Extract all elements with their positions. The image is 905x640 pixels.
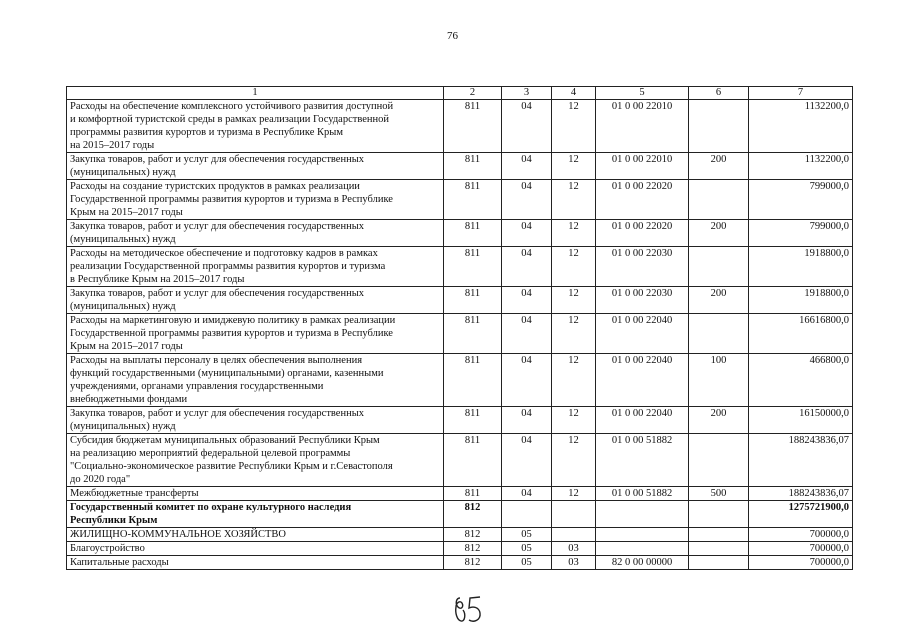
subsection-code: 12 — [552, 180, 596, 220]
target-article-code: 01 0 00 22020 — [596, 220, 689, 247]
subsection-code: 12 — [552, 434, 596, 487]
subsection-code: 03 — [552, 556, 596, 570]
subsection-code: 03 — [552, 542, 596, 556]
table-row — [67, 487, 853, 501]
target-article-code: 01 0 00 22010 — [596, 153, 689, 180]
row-description: Закупка товаров, работ и услуг для обеспечения государственных (муниципальных) нужд — [67, 220, 444, 247]
subsection-code: 12 — [552, 314, 596, 354]
subsection-code: 12 — [552, 354, 596, 407]
table-row — [67, 100, 853, 153]
amount-cell: 1132200,0 — [749, 100, 853, 153]
target-article-code: 01 0 00 22040 — [596, 354, 689, 407]
amount-cell: 1918800,0 — [749, 287, 853, 314]
ministry-code: 811 — [444, 407, 502, 434]
subsection-code — [552, 528, 596, 542]
target-article-code: 82 0 00 00000 — [596, 556, 689, 570]
section-code: 05 — [502, 542, 552, 556]
row-description: Расходы на методическое обеспечение и подготовку кадров в рамках реализации Государственной программы развития курортов и туризма в Республике Крым на 2015–2017 годы — [67, 247, 444, 287]
subsection-code: 12 — [552, 220, 596, 247]
amount-cell: 700000,0 — [749, 528, 853, 542]
section-code: 04 — [502, 407, 552, 434]
section-code: 05 — [502, 528, 552, 542]
expense-type-code — [689, 314, 749, 354]
ministry-code: 812 — [444, 528, 502, 542]
row-description: Расходы на маркетинговую и имиджевую политику в рамках реализации Государственной программы развития курортов и туризма в Республике Крым на 2015–2017 годы — [67, 314, 444, 354]
column-header: 3 — [502, 87, 552, 100]
amount-cell: 16150000,0 — [749, 407, 853, 434]
ministry-code: 811 — [444, 287, 502, 314]
row-description: Субсидия бюджетам муниципальных образований Республики Крым на реализацию мероприятий федеральной целевой программы "Социально-экономическое развитие Республики Крым и г.Севастополя до 2020 года" — [67, 434, 444, 487]
table-row — [67, 153, 853, 180]
target-article-code: 01 0 00 22040 — [596, 407, 689, 434]
table-row — [67, 287, 853, 314]
section-code: 04 — [502, 247, 552, 287]
ministry-code: 812 — [444, 501, 502, 528]
expense-type-code — [689, 501, 749, 528]
row-description: Капитальные расходы — [67, 556, 444, 570]
row-description: Расходы на обеспечение комплексного устойчивого развития доступной и комфортной туристской среды в рамках реализации Государственной программы развития курортов и туризма в Республике Крым на 2015–2017 годы — [67, 100, 444, 153]
section-code: 04 — [502, 287, 552, 314]
section-code: 04 — [502, 314, 552, 354]
table-row — [67, 556, 853, 570]
target-article-code: 01 0 00 22020 — [596, 180, 689, 220]
amount-cell: 799000,0 — [749, 180, 853, 220]
row-description: Закупка товаров, работ и услуг для обеспечения государственных (муниципальных) нужд — [67, 407, 444, 434]
row-description: Закупка товаров, работ и услуг для обеспечения государственных (муниципальных) нужд — [67, 287, 444, 314]
table-row — [67, 220, 853, 247]
expense-type-code: 100 — [689, 354, 749, 407]
row-description: Межбюджетные трансферты — [67, 487, 444, 501]
subsection-code: 12 — [552, 247, 596, 287]
table-row — [67, 247, 853, 287]
ministry-code: 811 — [444, 220, 502, 247]
ministry-code: 811 — [444, 100, 502, 153]
amount-cell: 1132200,0 — [749, 153, 853, 180]
target-article-code: 01 0 00 22010 — [596, 100, 689, 153]
table-row — [67, 407, 853, 434]
subsection-code: 12 — [552, 407, 596, 434]
subsection-code: 12 — [552, 487, 596, 501]
target-article-code: 01 0 00 51882 — [596, 487, 689, 501]
row-description: Государственный комитет по охране культурного наследия Республики Крым — [67, 501, 444, 528]
expense-type-code — [689, 528, 749, 542]
row-description: Благоустройство — [67, 542, 444, 556]
amount-cell: 1918800,0 — [749, 247, 853, 287]
ministry-code: 811 — [444, 153, 502, 180]
amount-cell: 1275721900,0 — [749, 501, 853, 528]
table-row — [67, 354, 853, 407]
ministry-code: 811 — [444, 487, 502, 501]
table-row — [67, 542, 853, 556]
amount-cell: 188243836,07 — [749, 487, 853, 501]
target-article-code — [596, 542, 689, 556]
table-row — [67, 314, 853, 354]
ministry-code: 811 — [444, 247, 502, 287]
table-row — [67, 180, 853, 220]
section-code: 04 — [502, 487, 552, 501]
expense-type-code: 200 — [689, 153, 749, 180]
target-article-code: 01 0 00 22030 — [596, 287, 689, 314]
section-code: 04 — [502, 153, 552, 180]
target-article-code — [596, 528, 689, 542]
expense-type-code: 200 — [689, 407, 749, 434]
ministry-code: 811 — [444, 180, 502, 220]
row-description: Закупка товаров, работ и услуг для обеспечения государственных (муниципальных) нужд — [67, 153, 444, 180]
amount-cell: 799000,0 — [749, 220, 853, 247]
expense-type-code — [689, 180, 749, 220]
section-code — [502, 501, 552, 528]
amount-cell: 466800,0 — [749, 354, 853, 407]
target-article-code: 01 0 00 22030 — [596, 247, 689, 287]
column-header: 1 — [67, 87, 444, 100]
expense-type-code — [689, 247, 749, 287]
amount-cell: 700000,0 — [749, 556, 853, 570]
amount-cell: 700000,0 — [749, 542, 853, 556]
budget-table — [66, 86, 853, 570]
handwritten-page-number — [452, 594, 492, 628]
section-code: 04 — [502, 100, 552, 153]
amount-cell: 188243836,07 — [749, 434, 853, 487]
table-row — [67, 528, 853, 542]
row-description: ЖИЛИЩНО-КОММУНАЛЬНОЕ ХОЗЯЙСТВО — [67, 528, 444, 542]
section-code: 05 — [502, 556, 552, 570]
row-description: Расходы на создание туристских продуктов в рамках реализации Государственной программы развития курортов и туризма в Республике Крым на 2015–2017 годы — [67, 180, 444, 220]
subsection-code: 12 — [552, 287, 596, 314]
subsection-code: 12 — [552, 100, 596, 153]
ministry-code: 812 — [444, 542, 502, 556]
ministry-code: 811 — [444, 314, 502, 354]
expense-type-code — [689, 542, 749, 556]
column-header: 7 — [749, 87, 853, 100]
page-number: 76 — [447, 30, 458, 42]
target-article-code: 01 0 00 22040 — [596, 314, 689, 354]
subsection-code: 12 — [552, 153, 596, 180]
expense-type-code — [689, 100, 749, 153]
expense-type-code: 200 — [689, 220, 749, 247]
ministry-code: 811 — [444, 354, 502, 407]
amount-cell: 16616800,0 — [749, 314, 853, 354]
expense-type-code: 200 — [689, 287, 749, 314]
target-article-code: 01 0 00 51882 — [596, 434, 689, 487]
table-row — [67, 501, 853, 528]
expense-type-code — [689, 556, 749, 570]
expense-type-code — [689, 434, 749, 487]
ministry-code: 812 — [444, 556, 502, 570]
column-header: 2 — [444, 87, 502, 100]
row-description: Расходы на выплаты персоналу в целях обеспечения выполнения функций государственными (муниципальными) органами, казенными учреждениями, органами управления государственными внебюджетными фондами — [67, 354, 444, 407]
section-code: 04 — [502, 354, 552, 407]
table-row — [67, 434, 853, 487]
target-article-code — [596, 501, 689, 528]
column-header: 5 — [596, 87, 689, 100]
table-header-row — [67, 87, 853, 100]
section-code: 04 — [502, 434, 552, 487]
subsection-code — [552, 501, 596, 528]
section-code: 04 — [502, 180, 552, 220]
column-header: 4 — [552, 87, 596, 100]
ministry-code: 811 — [444, 434, 502, 487]
column-header: 6 — [689, 87, 749, 100]
section-code: 04 — [502, 220, 552, 247]
expense-type-code: 500 — [689, 487, 749, 501]
